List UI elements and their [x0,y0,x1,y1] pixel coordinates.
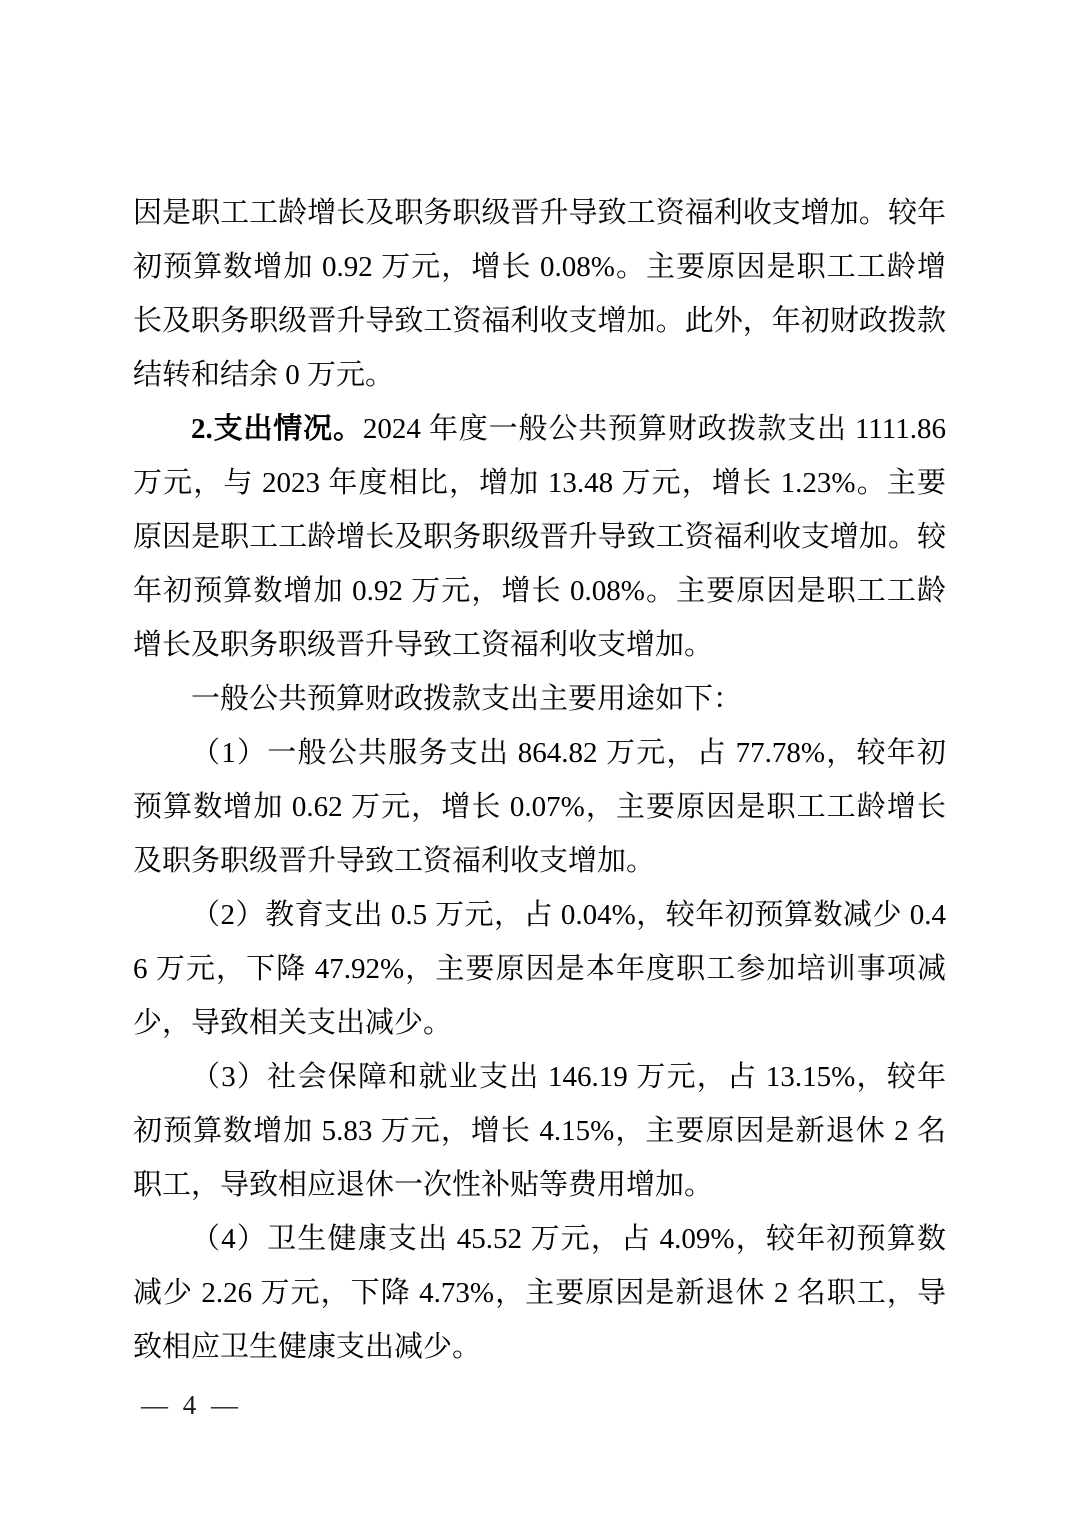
paragraph-usage-intro: 一般公共预算财政拨款支出主要用途如下： [191,683,743,715]
paragraph-item-3-social-security-employment: （3）社会保障和就业支出 146.19 万元，占 13.15%，较年初预算数增加 5.83 万元，增长 4.15%，主要原因是新退休 2 名职工，导致相应退休一次性补贴等费用增加。 [133,1061,946,1201]
paragraph-text: 2024 年度一般公共预算财政拨款支出 1111.86 万元，与 2023 年度相比，增加 13.48 万元，增长 1.23%。主要原因是职工工龄增长及职务职级晋升导致工资福利收支增加。较年初预算数增加 0.92 万元，增长 0.08%。主要原因是职工工龄增长及职务职级晋升导致工资福利收支增加。 [133,413,946,661]
paragraph-item-2-education: （2）教育支出 0.5 万元，占 0.04%，较年初预算数减少 0.46 万元，下降 47.92%，主要原因是本年度职工参加培训事项减少，导致相关支出减少。 [133,899,946,1039]
document-body [133,186,946,1374]
page-number: — 4 — [141,1390,242,1420]
paragraph-bold-lead: 2.支出情况。 [191,413,363,445]
paragraph-item-4-health: （4）卫生健康支出 45.52 万元，占 4.09%，较年初预算数减少 2.26 万元，下降 4.73%，主要原因是新退休 2 名职工，导致相应卫生健康支出减少。 [133,1223,946,1363]
paragraph-expenditure-overview [133,402,946,672]
paragraph-item-1-general-public-services: （1）一般公共服务支出 864.82 万元，占 77.78%，较年初预算数增加 0.62 万元，增长 0.07%，主要原因是职工工龄增长及职务职级晋升导致工资福利收支增加。 [133,737,946,877]
paragraph-continuation: 因是职工工龄增长及职务职级晋升导致工资福利收支增加。较年初预算数增加 0.92 万元，增长 0.08%。主要原因是职工工龄增长及职务职级晋升导致工资福利收支增加。此外，年初财政拨款结转和结余 0 万元。 [133,197,946,391]
